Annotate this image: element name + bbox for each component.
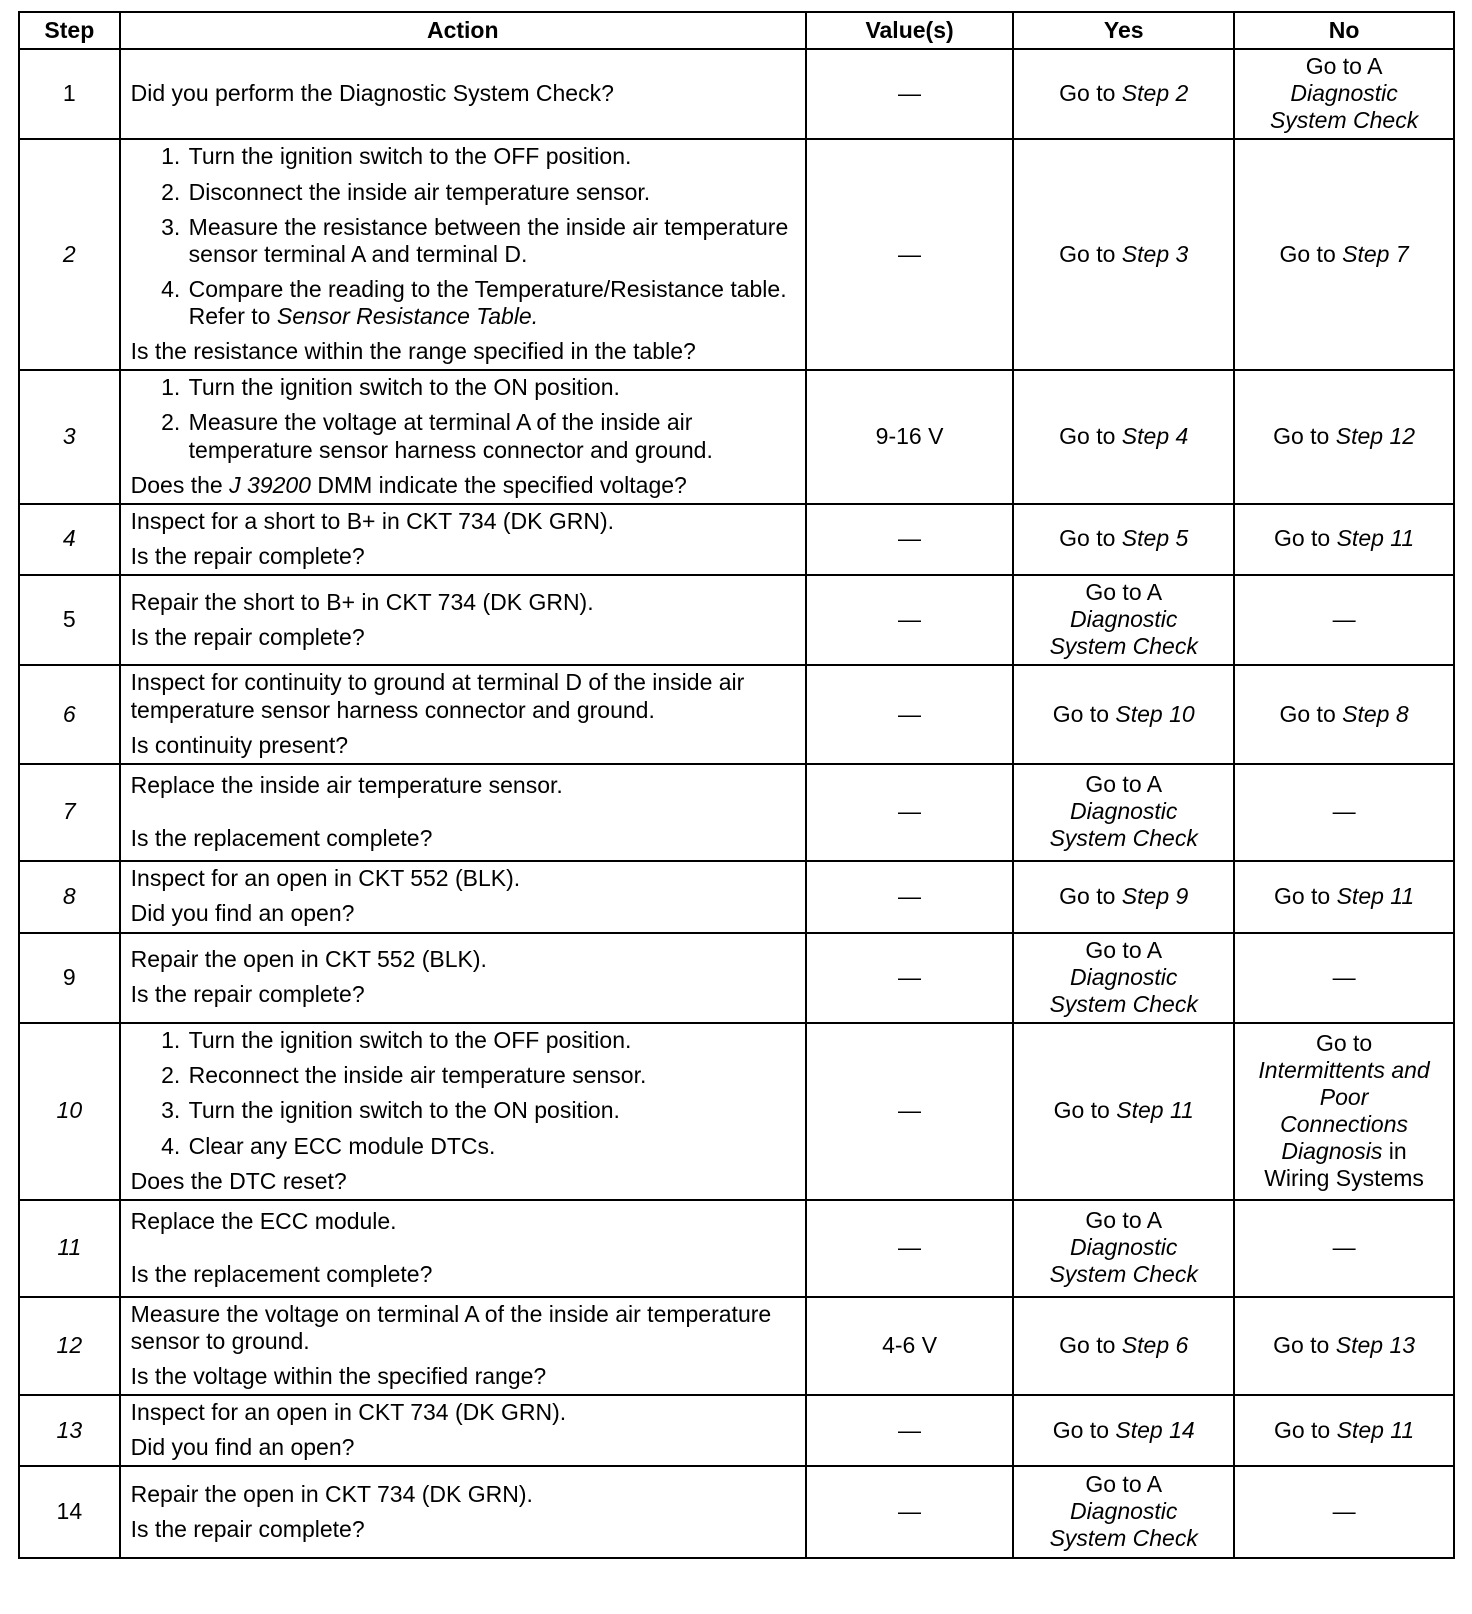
table-row (19, 933, 1454, 1023)
value-cell: — (806, 665, 1013, 763)
table-row (19, 139, 1454, 370)
goto-text: Go to (1052, 700, 1116, 727)
action-step: 1. Turn the ignition switch to the OFF position. (187, 1027, 795, 1054)
table-row (19, 1466, 1454, 1558)
goto-text: Go to (1279, 700, 1343, 727)
action-steps (131, 143, 795, 330)
goto-text: Go to (1052, 1416, 1116, 1443)
action-cell (120, 504, 806, 575)
yes-cell (1013, 861, 1234, 933)
action-question: Is the replacement complete? (130, 1260, 433, 1287)
step-number: 3 (19, 370, 120, 504)
question-text: Does the (130, 471, 230, 498)
goto-ref-line: System Check (1269, 107, 1419, 134)
action-text: Inspect for a short to B+ in CKT 734 (DK GRN). (130, 507, 615, 534)
no-cell: — (1234, 1200, 1454, 1297)
goto-step-ref: Step 8 (1342, 700, 1409, 727)
value-cell: — (806, 1200, 1013, 1297)
action-question: Is the repair complete? (130, 542, 365, 569)
table-row (19, 504, 1454, 575)
action-cell (120, 1395, 806, 1466)
action-step: 3. Turn the ignition switch to the ON position. (187, 1097, 795, 1124)
action-text: Measure the voltage on terminal A of the inside air temperature sensor to ground. (130, 1300, 772, 1354)
action-cell (120, 1200, 806, 1297)
action-question: Is continuity present? (130, 731, 348, 758)
step-number: 11 (19, 1200, 120, 1297)
action-cell (120, 861, 806, 933)
question-text: DMM indicate the specified voltage? (310, 471, 687, 498)
yes-cell (1013, 1466, 1234, 1558)
goto-ref-line: System Check (1049, 991, 1198, 1017)
header-step: Step (19, 12, 120, 49)
yes-cell (1013, 575, 1234, 665)
header-row (19, 12, 1454, 49)
action-step: 2. Measure the voltage at terminal A of the inside air temperature sensor harness connector and ground. (187, 409, 795, 463)
action-steps (131, 374, 795, 463)
action-question: Did you find an open? (130, 900, 355, 927)
goto-step-ref: Step 12 (1335, 422, 1416, 449)
goto-step-ref: Step 14 (1115, 1416, 1195, 1443)
action-text: Did you perform the Diagnostic System Check? (130, 80, 614, 107)
goto-text: Go to (1059, 240, 1122, 267)
goto-step-ref: Step 11 (1336, 882, 1415, 909)
value-cell: 9-16 V (806, 370, 1013, 504)
no-cell: — (1234, 1466, 1454, 1558)
action-question: Is the voltage within the specified range? (130, 1363, 547, 1389)
yes-cell (1013, 764, 1234, 861)
action-cell (120, 575, 806, 665)
table-row (19, 1395, 1454, 1466)
value-cell: 4-6 V (806, 1297, 1013, 1395)
step-number: 2 (19, 139, 120, 370)
value-cell: — (806, 504, 1013, 575)
step-number: 1 (19, 49, 120, 139)
goto-step-ref: Step 4 (1121, 422, 1189, 449)
step-number: 10 (19, 1023, 120, 1200)
action-cell (120, 1297, 806, 1395)
goto-text: Go to (1273, 882, 1337, 909)
table-row (19, 370, 1454, 504)
no-cell: — (1234, 575, 1454, 665)
goto-ref-italic: Diagnosis (1281, 1138, 1383, 1165)
action-step: 4. Clear any ECC module DTCs. (187, 1133, 795, 1160)
action-steps (131, 1027, 795, 1160)
yes-cell (1013, 665, 1234, 763)
action-text: Repair the open in CKT 552 (BLK). (130, 946, 487, 973)
reference-link: Sensor Resistance Table. (276, 303, 539, 329)
goto-text: Go to A (1085, 1471, 1163, 1498)
goto-text: Go to (1273, 1331, 1336, 1358)
goto-text: Go to (1053, 1097, 1117, 1124)
yes-cell (1013, 1297, 1234, 1395)
no-cell (1234, 1297, 1454, 1395)
yes-cell (1013, 933, 1234, 1023)
value-cell: — (806, 575, 1013, 665)
goto-step-ref: Step 2 (1121, 80, 1189, 107)
action-cell (120, 370, 806, 504)
action-step: 3. Measure the resistance between the inside air temperature sensor terminal A and terminal D. (187, 214, 795, 268)
goto-text: Go to (1273, 422, 1336, 449)
value-cell: — (806, 933, 1013, 1023)
header-no: No (1234, 12, 1454, 49)
goto-text: Go to (1059, 882, 1122, 909)
goto-ref-line: Diagnostic (1070, 1234, 1178, 1261)
action-cell (120, 1466, 806, 1558)
yes-cell (1013, 49, 1234, 139)
step-number: 9 (19, 933, 120, 1023)
action-question: Is the repair complete? (130, 1515, 365, 1542)
action-step: 2. Reconnect the inside air temperature sensor. (187, 1062, 795, 1089)
table-row (19, 1297, 1454, 1395)
action-cell (120, 49, 806, 139)
action-step: 1. Turn the ignition switch to the ON position. (187, 374, 795, 401)
no-cell: — (1234, 933, 1454, 1023)
yes-cell (1013, 370, 1234, 504)
table-row (19, 861, 1454, 933)
goto-text: Go to A (1085, 936, 1163, 963)
goto-text: Go to (1279, 240, 1343, 267)
goto-ref-line: System Check (1049, 1525, 1198, 1552)
goto-text: Go to (1273, 525, 1337, 552)
action-text: Inspect for continuity to ground at terminal D of the inside air temperature sensor harness connector and ground. (130, 669, 745, 723)
goto-step-ref: Step 5 (1121, 525, 1189, 552)
value-cell: — (806, 1395, 1013, 1466)
goto-ref-line: Connections (1280, 1110, 1408, 1137)
step-number: 12 (19, 1297, 120, 1395)
no-cell (1234, 139, 1454, 370)
table-row (19, 764, 1454, 861)
value-cell: — (806, 139, 1013, 370)
action-cell (120, 764, 806, 861)
goto-step-ref: Step 11 (1336, 1416, 1415, 1443)
table-row (19, 1200, 1454, 1297)
goto-ref-line: Poor (1319, 1083, 1369, 1110)
goto-ref-line: Diagnostic (1290, 80, 1398, 107)
diagnostic-table (18, 11, 1455, 1559)
action-text: Replace the ECC module. (130, 1207, 397, 1234)
goto-text: Go to A (1085, 771, 1163, 798)
step-number: 5 (19, 575, 120, 665)
no-cell (1234, 861, 1454, 933)
goto-ref-suffix: in (1382, 1138, 1407, 1165)
table-row (19, 575, 1454, 665)
action-question: Is the resistance within the range specified in the table? (130, 338, 696, 365)
table-row (19, 665, 1454, 763)
goto-ref-line: Diagnostic (1070, 1498, 1178, 1525)
step-number: 13 (19, 1395, 120, 1466)
value-cell: — (806, 1023, 1013, 1200)
goto-text: Go to (1059, 422, 1122, 449)
no-cell (1234, 665, 1454, 763)
action-text: Inspect for an open in CKT 734 (DK GRN). (130, 1399, 567, 1426)
goto-ref-line: Wiring Systems (1264, 1165, 1424, 1192)
no-cell (1234, 370, 1454, 504)
action-question (131, 472, 795, 499)
action-step-text: Compare the reading to the Temperature/Resistance table. Refer to (188, 275, 787, 329)
action-text: Repair the short to B+ in CKT 734 (DK GRN). (130, 588, 594, 615)
goto-ref-line: System Check (1049, 1261, 1198, 1288)
goto-text: Go to (1059, 80, 1122, 107)
goto-ref-line: Diagnostic (1070, 963, 1178, 990)
yes-cell (1013, 504, 1234, 575)
value-cell: — (806, 764, 1013, 861)
no-cell: — (1234, 764, 1454, 861)
goto-text: Go to A (1085, 579, 1163, 605)
goto-ref-line: Diagnostic (1070, 606, 1178, 633)
goto-text: Go to (1059, 1331, 1122, 1358)
action-step: 2. Disconnect the inside air temperature sensor. (187, 179, 795, 206)
goto-step-ref: Step 10 (1115, 700, 1195, 727)
action-question: Does the DTC reset? (130, 1167, 347, 1194)
goto-text: Go to (1273, 1416, 1337, 1443)
value-cell: — (806, 49, 1013, 139)
action-text: Inspect for an open in CKT 552 (BLK). (130, 865, 521, 892)
action-cell (120, 139, 806, 370)
step-number: 6 (19, 665, 120, 763)
no-cell (1234, 1395, 1454, 1466)
yes-cell (1013, 139, 1234, 370)
table-row (19, 1023, 1454, 1200)
value-cell: — (806, 1466, 1013, 1558)
goto-ref-line: Intermittents and (1258, 1056, 1430, 1083)
goto-step-ref: Step 6 (1121, 1331, 1189, 1358)
step-number: 8 (19, 861, 120, 933)
value-cell: — (806, 861, 1013, 933)
goto-ref-line: System Check (1049, 825, 1198, 852)
action-text: Replace the inside air temperature sensor. (130, 771, 563, 798)
step-number: 7 (19, 764, 120, 861)
goto-step-ref: Step 3 (1121, 240, 1189, 267)
tool-reference: J 39200 (229, 471, 311, 498)
goto-ref-line: System Check (1049, 633, 1198, 660)
action-cell (120, 1023, 806, 1200)
action-question: Is the repair complete? (130, 981, 365, 1008)
step-number: 14 (19, 1466, 120, 1558)
goto-ref-line (1239, 1138, 1449, 1165)
yes-cell (1013, 1023, 1234, 1200)
goto-text: Go to (1315, 1029, 1373, 1056)
yes-cell (1013, 1395, 1234, 1466)
goto-step-ref: Step 7 (1342, 240, 1409, 267)
goto-step-ref: Step 11 (1336, 525, 1415, 552)
goto-step-ref: Step 9 (1121, 882, 1189, 909)
header-action: Action (120, 12, 806, 49)
action-question: Did you find an open? (130, 1434, 355, 1461)
action-cell (120, 933, 806, 1023)
no-cell (1234, 504, 1454, 575)
action-step: 1. Turn the ignition switch to the OFF position. (187, 143, 795, 170)
goto-text: Go to A (1305, 53, 1383, 79)
yes-cell (1013, 1200, 1234, 1297)
header-values: Value(s) (806, 12, 1013, 49)
action-step (187, 276, 795, 330)
goto-step-ref: Step 13 (1335, 1331, 1416, 1358)
action-question: Is the repair complete? (130, 623, 365, 650)
action-text: Repair the open in CKT 734 (DK GRN). (130, 1480, 533, 1507)
no-cell (1234, 49, 1454, 139)
goto-step-ref: Step 11 (1116, 1097, 1194, 1124)
no-cell (1234, 1023, 1454, 1200)
goto-ref-line: Diagnostic (1070, 798, 1178, 825)
action-cell (120, 665, 806, 763)
action-question: Is the replacement complete? (130, 824, 433, 851)
table-row (19, 49, 1454, 139)
goto-text: Go to A (1085, 1207, 1163, 1234)
header-yes: Yes (1013, 12, 1234, 49)
step-number: 4 (19, 504, 120, 575)
goto-text: Go to (1059, 525, 1122, 552)
